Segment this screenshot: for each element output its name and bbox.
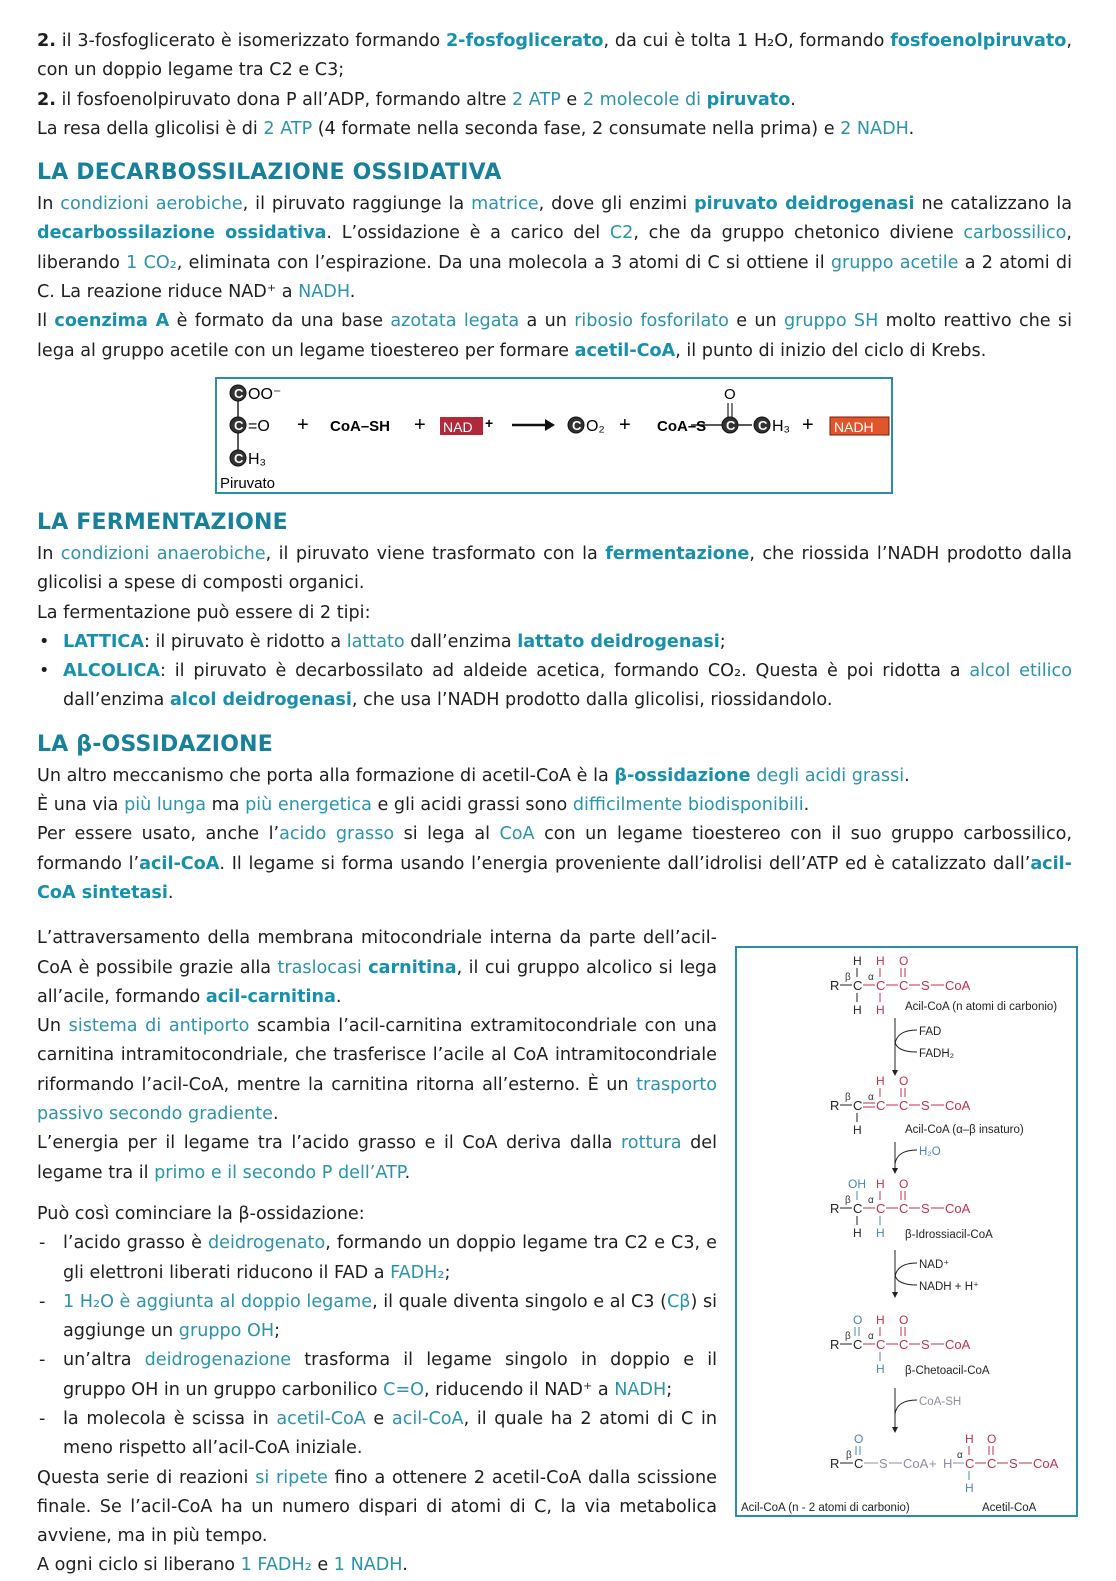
bullet-icon: •	[39, 661, 50, 682]
highlighted-term: 1 NADH	[333, 1555, 403, 1576]
coas-label: CoA–S	[657, 417, 707, 435]
highlighted-term: sistema di antiporto	[68, 1016, 250, 1037]
atom: S	[921, 978, 930, 994]
text-run: ;	[274, 1321, 281, 1342]
text-run: ma	[206, 795, 246, 816]
atom: CoA	[945, 978, 971, 994]
label-idrossiacil-coa: β-Idrossiacil-CoA	[905, 1229, 993, 1242]
coash-label: CoA–SH	[330, 417, 391, 435]
text-run: La resa della glicolisi è di	[37, 118, 264, 139]
highlighted-term: C2	[609, 223, 634, 244]
text-run: , dove gli enzimi	[538, 194, 695, 215]
heading-decarbossilazione: LA DECARBOSSILAZIONE OSSIDATIVA	[37, 160, 502, 186]
text-run: : il piruvato è ridotto a	[143, 631, 347, 652]
cofactor-nad: NAD⁺	[919, 1259, 950, 1272]
text-run: a 2 atomi di C. La reazione riduce NAD⁺ a	[37, 252, 1072, 303]
highlighted-term: 2 molecole di	[582, 89, 707, 110]
highlighted-term: coenzima A	[54, 311, 170, 332]
highlighted-term: acido grasso	[279, 824, 395, 845]
paragraph-beta-1	[37, 762, 1072, 791]
highlighted-term: alcol deidrogenasi	[169, 690, 352, 711]
atom: H	[876, 954, 885, 969]
carbon-ball	[230, 385, 246, 401]
svg-text:C: C	[758, 417, 768, 433]
atom: H	[876, 1003, 885, 1018]
highlighted-term: acetil-CoA	[276, 1408, 366, 1429]
text-run: .	[349, 282, 356, 303]
text-run: Un altro meccanismo che porta alla formazione di acetil-CoA è la	[37, 765, 615, 786]
atom: R	[830, 1098, 840, 1114]
highlighted-term: deidrogenato	[207, 1233, 326, 1254]
label-acil-coa-n-2: Acil-CoA (n - 2 atomi di carbonio)	[741, 1502, 910, 1515]
atom: R	[830, 1337, 840, 1353]
methyl-label: H₃	[772, 417, 791, 435]
atom: O	[899, 1177, 909, 1192]
dash-icon: -	[39, 1291, 46, 1312]
text-run: A ogni ciclo si liberano	[37, 1555, 241, 1576]
atom: C	[876, 1337, 886, 1353]
highlighted-term: fosfoenolpiruvato	[890, 31, 1067, 51]
step-2	[37, 1288, 1072, 1347]
text-run: dall’enzima	[404, 631, 518, 652]
reaction-diagram	[215, 377, 893, 494]
text-run: Per essere usato, anche l’	[37, 824, 280, 845]
highlighted-term: alcol etilico	[969, 661, 1072, 682]
text-run: molto reattivo che si lega al gruppo acetile con un legame tioestereo per formare	[37, 311, 1072, 361]
paragraph-beta-3	[37, 820, 1072, 908]
text-run: ne catalizzano la	[914, 194, 1072, 215]
atom: O	[854, 1432, 864, 1447]
text-run: , che usa l’NADH prodotto dalla glicolisi, riossidandolo.	[351, 690, 833, 711]
highlighted-term: 1 H₂O è aggiunta al doppio legame	[63, 1291, 373, 1312]
text-run: , con un doppio legame tra C2 e C3;	[37, 31, 1072, 81]
highlighted-term: carbossilico	[963, 223, 1067, 244]
highlighted-term: 2.	[37, 31, 56, 51]
carbon-ball	[754, 417, 770, 433]
atom: O	[987, 1432, 997, 1447]
text-run: In	[37, 194, 61, 215]
atom: H	[876, 1362, 885, 1377]
oxygen-label: O	[724, 385, 736, 403]
label-acil-coa-n: Acil-CoA (n atomi di carbonio)	[905, 1001, 1058, 1014]
bullet-alcolica	[37, 657, 1072, 716]
atom: C	[899, 978, 909, 994]
nad-label: NAD	[443, 418, 473, 435]
text-run: La fermentazione può essere di 2 tipi:	[37, 602, 371, 623]
atom: C	[899, 1201, 909, 1217]
highlighted-term: FADH₂	[390, 1262, 445, 1283]
atom: O	[853, 1313, 863, 1328]
text-run: , il punto di inizio del ciclo di Krebs.	[675, 340, 987, 361]
highlighted-term: 2-fosfoglicerato	[445, 31, 604, 51]
text-run: , eliminata con l’espirazione. Da una molecola a 3 atomi di C si ottiene il	[176, 252, 831, 273]
text-run: trasforma il legame singolo in doppio e il gruppo OH in un gruppo carbonilico	[63, 1350, 717, 1400]
piruvato-label: Piruvato	[220, 474, 276, 492]
atom: R	[830, 1456, 840, 1472]
atom: +	[929, 1456, 937, 1472]
highlighted-term: ALCOLICA	[63, 661, 160, 682]
text-run: si lega al	[394, 824, 500, 845]
highlighted-term: lattato	[346, 631, 405, 652]
methyl-label: H₃	[248, 450, 267, 468]
atom: C	[876, 1098, 886, 1114]
text-run: il 3-fosfoglicerato è isomerizzato formando	[55, 31, 446, 51]
text-run: .	[335, 986, 342, 1007]
text-run: : il piruvato è decarbossilato ad aldeide acetica, formando CO₂. Questa è poi ridotta a	[159, 661, 970, 682]
atom: H	[876, 1313, 885, 1328]
greek-locant: α	[868, 1195, 874, 1207]
highlighted-term: C=O	[383, 1379, 425, 1400]
carboxylate-label: OO⁻	[248, 385, 282, 403]
co2-label: O₂	[586, 417, 605, 435]
step-4	[37, 1405, 1072, 1464]
highlighted-term: rottura	[620, 1133, 682, 1154]
text-run: Questa serie di reazioni	[37, 1467, 256, 1488]
highlighted-term: gruppo OH	[178, 1321, 275, 1342]
text-run: , il quale ha 2 atomi di C in meno rispetto all’acil-CoA iniziale.	[63, 1408, 717, 1459]
bullet-lattica	[37, 628, 1072, 657]
highlighted-term: 2 NADH	[840, 118, 909, 139]
text-run: e	[311, 1555, 334, 1576]
text-run: , che riossida l’NADH prodotto dalla glicolisi a spese di composti organici.	[37, 543, 1073, 594]
highlighted-term: acil-CoA sintetasi	[37, 853, 1072, 903]
text-run: .	[790, 89, 796, 110]
label-acil-coa-insaturo: Acil-CoA (α–β insaturo)	[905, 1124, 1024, 1137]
highlighted-term: azotata legata	[390, 311, 520, 332]
greek-locant: α	[868, 1092, 874, 1104]
atom: C	[853, 1337, 863, 1353]
greek-locant: β	[846, 1450, 852, 1462]
highlighted-term: gruppo SH	[783, 311, 879, 332]
text-run: .	[803, 795, 810, 816]
atom: CoA	[1033, 1456, 1059, 1472]
highlighted-term: più lunga	[124, 795, 207, 816]
text-run: l’acido grasso è	[63, 1233, 208, 1254]
atom: C	[899, 1337, 909, 1353]
atom: OH	[848, 1177, 866, 1192]
atom: CoA	[945, 1337, 971, 1353]
text-run: , da cui è tolta 1 H₂O, formando	[603, 31, 891, 51]
text-run: In	[37, 543, 61, 564]
text-run: , il piruvato raggiunge la	[242, 194, 472, 215]
svg-text:C: C	[726, 417, 736, 433]
highlighted-term: si ripete	[255, 1467, 328, 1488]
atom: H	[853, 954, 862, 969]
reaction-svg	[217, 379, 891, 492]
text-run: è formato da una base	[169, 311, 391, 332]
carbon-ball	[568, 417, 584, 433]
atom: S	[879, 1456, 888, 1472]
greek-locant: α	[868, 972, 874, 984]
text-run: (4 formate nella seconda fase, 2 consumate nella prima) e	[312, 118, 841, 139]
text-run: un’altra	[63, 1350, 145, 1371]
highlighted-term: decarbossilazione ossidativa	[37, 223, 327, 244]
text-run: del legame tra il	[37, 1133, 717, 1183]
dash-icon: -	[39, 1408, 46, 1429]
glycolysis-yield	[37, 115, 1072, 144]
carnitine-section	[37, 924, 1072, 1581]
text-run: , riducendo il NAD⁺ a	[424, 1379, 615, 1400]
carbon-ball	[722, 417, 738, 433]
atom: C	[987, 1456, 997, 1472]
text-run: dall’enzima	[63, 690, 170, 711]
keto-label: =O	[248, 417, 270, 435]
atom: S	[1009, 1456, 1018, 1472]
cofactor-fad: FAD	[919, 1026, 942, 1039]
text-run: . L’ossidazione è a carico del	[326, 223, 610, 244]
atom: S	[921, 1201, 930, 1217]
carbon-ball	[230, 450, 246, 466]
greek-locant: β	[845, 1195, 851, 1207]
highlighted-term: condizioni anaerobiche	[60, 543, 266, 564]
heading-beta-ossidazione: LA β-OSSIDAZIONE	[37, 731, 273, 757]
svg-text:C: C	[234, 385, 244, 401]
text-run: .	[272, 1104, 279, 1125]
text-run: , il quale diventa singolo e al C3 (	[372, 1291, 667, 1312]
nad-charge: +	[485, 414, 494, 431]
highlighted-term: più energetica	[245, 795, 372, 816]
step-1	[37, 1229, 1072, 1288]
atom: O	[899, 1313, 909, 1328]
highlighted-term: condizioni aerobiche	[60, 194, 243, 215]
paragraph-tipi	[37, 599, 1072, 628]
greek-locant: β	[845, 972, 851, 984]
label-chetoacil-coa: β-Chetoacil-CoA	[905, 1365, 990, 1378]
highlighted-term: degli acidi grassi	[750, 765, 905, 786]
highlighted-term: carnitina	[368, 957, 457, 978]
paragraph-fermentazione	[37, 540, 1072, 599]
highlighted-term: trasporto passivo secondo gradiente	[37, 1074, 717, 1125]
atom: C	[853, 1098, 863, 1114]
atom: S	[921, 1098, 930, 1114]
highlighted-term: 2 ATP	[512, 89, 561, 110]
atom: O	[899, 1074, 909, 1089]
glycolysis-step-2	[37, 27, 1072, 86]
atom: R	[830, 1201, 840, 1217]
heading-fermentazione: LA FERMENTAZIONE	[37, 509, 288, 535]
atom: R	[830, 978, 840, 994]
text-run: e	[365, 1408, 392, 1429]
text-run: scambia l’acil-carnitina extramitocondriale con una carnitina intramitocondriale, che trasferisce l’acile al CoA intramitocondriale riformando l’acil-CoA, mentre la carnitina ritorna all’esterno. È un	[37, 1016, 717, 1095]
highlighted-term: 1 CO₂	[126, 252, 177, 273]
greek-locant: β	[845, 1092, 851, 1104]
atom: S	[921, 1337, 930, 1353]
highlighted-term: traslocasi	[277, 957, 369, 978]
label-acetil-coa: Acetil-CoA	[982, 1502, 1037, 1515]
text-run: .	[167, 882, 174, 903]
reaction-arrow	[512, 419, 555, 431]
document-page	[37, 27, 1072, 1581]
highlighted-term: matrice	[471, 194, 539, 215]
text-run: , che da gruppo chetonico diviene	[633, 223, 964, 244]
highlighted-term: 2.	[37, 89, 56, 110]
text-run: e gli acidi grassi sono	[371, 795, 573, 816]
text-run: .	[908, 118, 915, 139]
svg-text:C: C	[572, 417, 582, 433]
greek-locant: β	[845, 1331, 851, 1343]
paragraph-ciclo	[37, 1551, 1072, 1580]
text-run: Il	[37, 311, 55, 332]
text-run: e un	[728, 311, 784, 332]
highlighted-term: difficilmente biodisponibili	[572, 795, 804, 816]
nadh-label: NADH	[834, 418, 874, 435]
dash-icon: -	[39, 1233, 46, 1254]
greek-locant: α	[957, 1450, 963, 1462]
atom: H	[965, 1481, 974, 1496]
paragraph-decarbossilazione	[37, 190, 1072, 307]
highlighted-term: ribosio fosforilato	[574, 311, 729, 332]
text-run: , formando un doppio legame tra C2 e C3, e gli elettroni liberati riducono il FAD a	[63, 1233, 717, 1283]
text-run: ) si aggiunge un	[63, 1291, 718, 1342]
text-run: , il piruvato viene trasformato con la	[265, 543, 606, 564]
atom: CoA	[903, 1456, 929, 1472]
text-run: Può così cominciare la β-ossidazione:	[37, 1203, 365, 1224]
step-3	[37, 1346, 1072, 1405]
atom: C	[965, 1456, 975, 1472]
highlighted-term: β-ossidazione	[614, 765, 751, 786]
atom: H	[876, 1177, 885, 1192]
reagent-coash: CoA-SH	[919, 1396, 962, 1409]
text-run: ;	[719, 631, 726, 652]
atom: C	[853, 1201, 863, 1217]
svg-text:C: C	[234, 417, 244, 433]
atom: CoA	[945, 1098, 971, 1114]
highlighted-term: lattato deidrogenasi	[517, 631, 720, 652]
atom: C	[876, 1201, 886, 1217]
atom: H	[965, 1432, 974, 1447]
text-run: il fosfoenolpiruvato dona P all’ADP, formando altre	[55, 89, 512, 110]
text-run: Un	[37, 1016, 69, 1037]
highlighted-term: gruppo acetile	[830, 252, 959, 273]
highlighted-term: acil-CoA	[139, 853, 220, 874]
atom: H	[943, 1456, 953, 1472]
text-run: L’energia per il legame tra l’acido grasso e il CoA deriva dalla	[37, 1133, 621, 1154]
text-run: .	[904, 765, 910, 786]
text-run: ;	[444, 1262, 451, 1283]
atom: C	[854, 1456, 864, 1472]
cofactor-nadh: NADH + H⁺	[919, 1281, 980, 1294]
atom: H	[853, 1003, 862, 1018]
glycolysis-step-2b	[37, 86, 1072, 115]
highlighted-term: primo e il secondo P dell’ATP	[154, 1162, 405, 1183]
text-run: . Il legame si forma usando l’energia proveniente dall’idrolisi dell’ATP ed è catalizzato dall’	[219, 853, 1031, 874]
highlighted-term: NADH	[614, 1379, 667, 1400]
text-run: , il cui gruppo alcolico si lega all’acile, formando	[37, 957, 717, 1007]
highlighted-term: piruvato	[706, 89, 791, 110]
plus-sign: +	[414, 413, 426, 436]
atom: O	[899, 954, 909, 969]
text-run: a un	[519, 311, 575, 332]
paragraph-beta-2	[37, 791, 1072, 820]
text-run: È una via	[37, 795, 125, 816]
atom: C	[876, 978, 886, 994]
greek-locant: α	[868, 1331, 874, 1343]
bullet-icon: •	[39, 631, 50, 652]
text-run: , liberando	[37, 223, 1072, 273]
atom: H	[853, 1226, 862, 1241]
atom: H	[876, 1226, 885, 1241]
highlighted-term: deidrogenazione	[144, 1350, 292, 1371]
highlighted-term: LATTICA	[63, 631, 144, 652]
text-run: .	[402, 1555, 408, 1576]
plus-sign: +	[297, 413, 309, 436]
highlighted-term: acil-CoA	[391, 1408, 464, 1429]
highlighted-term: 2 ATP	[263, 118, 313, 139]
text-run: con un legame tioestereo con il suo gruppo carbossilico, formando l’	[37, 824, 1072, 874]
atom: H	[853, 1123, 862, 1138]
carbon-ball	[230, 417, 246, 433]
highlighted-term: acil-carnitina	[205, 986, 336, 1007]
highlighted-term: CoA	[499, 824, 535, 845]
cofactor-fadh2: FADH₂	[919, 1048, 955, 1061]
dash-icon: -	[39, 1350, 46, 1371]
text-run: fino a ottenere 2 acetil-CoA dalla scissione finale. Se l’acil-CoA ha un numero dispari di atomi di C, la via metabolica avviene, ma in più tempo.	[37, 1467, 717, 1547]
atom: CoA	[945, 1201, 971, 1217]
atom: C	[899, 1098, 909, 1114]
highlighted-term: fermentazione	[605, 543, 750, 564]
plus-sign: +	[619, 413, 631, 436]
text-run: la molecola è scissa in	[63, 1408, 277, 1429]
paragraph-coenzima-a	[37, 307, 1072, 366]
highlighted-term: 1 FADH₂	[240, 1555, 312, 1576]
text-run: L’attraversamento della membrana mitocondriale interna da parte dell’acil-CoA è possibile grazie alla	[37, 928, 717, 978]
highlighted-term: NADH	[298, 282, 350, 303]
svg-text:C: C	[234, 450, 244, 466]
atom: H	[876, 1074, 885, 1089]
atom: C	[853, 978, 863, 994]
reagent-h2o: H₂O	[919, 1146, 941, 1159]
text-run: ;	[666, 1379, 673, 1400]
highlighted-term: piruvato deidrogenasi	[694, 194, 915, 215]
highlighted-term: Cβ	[666, 1291, 691, 1312]
highlighted-term: acetil-CoA	[574, 340, 676, 361]
text-run: .	[404, 1162, 411, 1183]
plus-sign: +	[802, 413, 814, 436]
text-run: e	[560, 89, 583, 110]
